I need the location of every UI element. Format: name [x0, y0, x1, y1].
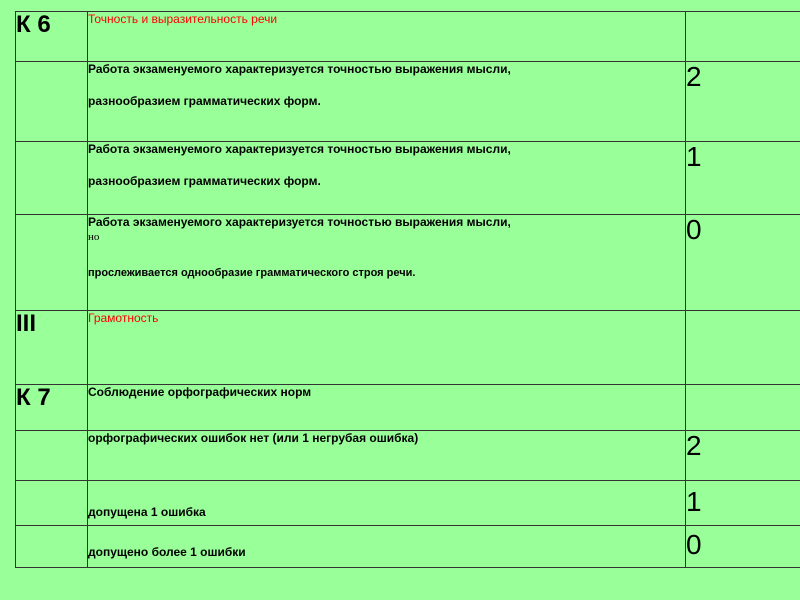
criterion-title-k6: Точность и выразительность речи: [88, 12, 686, 62]
score-cell-empty: [686, 311, 800, 385]
description-line: Работа экзаменуемого характеризуется точностью выражения мысли,: [88, 215, 511, 229]
score-cell-empty: [686, 385, 800, 431]
criterion-title-k7: Соблюдение орфографических норм: [88, 385, 686, 431]
criterion-description: [88, 215, 686, 311]
score-value: 1: [686, 142, 800, 215]
criterion-code-k6: К 6: [16, 12, 88, 62]
code-cell-empty: [16, 142, 88, 215]
score-value: 0: [686, 526, 800, 568]
code-cell-empty: [16, 215, 88, 311]
table-row: [16, 481, 800, 526]
score-value: 0: [686, 215, 800, 311]
section-code-iii: III: [16, 311, 88, 385]
table-row: [16, 142, 800, 215]
table-row-k6-header: [16, 12, 800, 62]
criterion-description: [88, 481, 686, 526]
criterion-description: орфографических ошибок нет (или 1 негрубая ошибка): [88, 431, 686, 481]
table-row: [16, 215, 800, 311]
description-line: прослеживается однообразие грамматического строя речи.: [88, 267, 416, 279]
criterion-description: [88, 526, 686, 568]
table-row-k7-header: [16, 385, 800, 431]
code-cell-empty: [16, 526, 88, 568]
description-line: разнообразием грамматических форм.: [88, 174, 321, 188]
criterion-description: [88, 62, 686, 142]
score-value: 1: [686, 481, 800, 526]
description-line: Работа экзаменуемого характеризуется точностью выражения мысли,: [88, 62, 511, 76]
table-row: [16, 62, 800, 142]
criteria-table: [15, 11, 800, 568]
section-title-iii: Грамотность: [88, 311, 686, 385]
description-line: допущено более 1 ошибки: [88, 545, 246, 559]
code-cell-empty: [16, 431, 88, 481]
code-cell-empty: [16, 62, 88, 142]
score-value: 2: [686, 431, 800, 481]
description-connector: но: [88, 231, 100, 243]
table-row: [16, 431, 800, 481]
description-line: допущена 1 ошибка: [88, 505, 206, 519]
criterion-description: [88, 142, 686, 215]
code-cell-empty: [16, 481, 88, 526]
description-line: Работа экзаменуемого характеризуется точностью выражения мысли,: [88, 142, 511, 156]
table-row: [16, 526, 800, 568]
score-cell-empty: [686, 12, 800, 62]
description-line: разнообразием грамматических форм.: [88, 94, 321, 108]
criterion-code-k7: К 7: [16, 385, 88, 431]
table-row-section-iii: [16, 311, 800, 385]
score-value: 2: [686, 62, 800, 142]
